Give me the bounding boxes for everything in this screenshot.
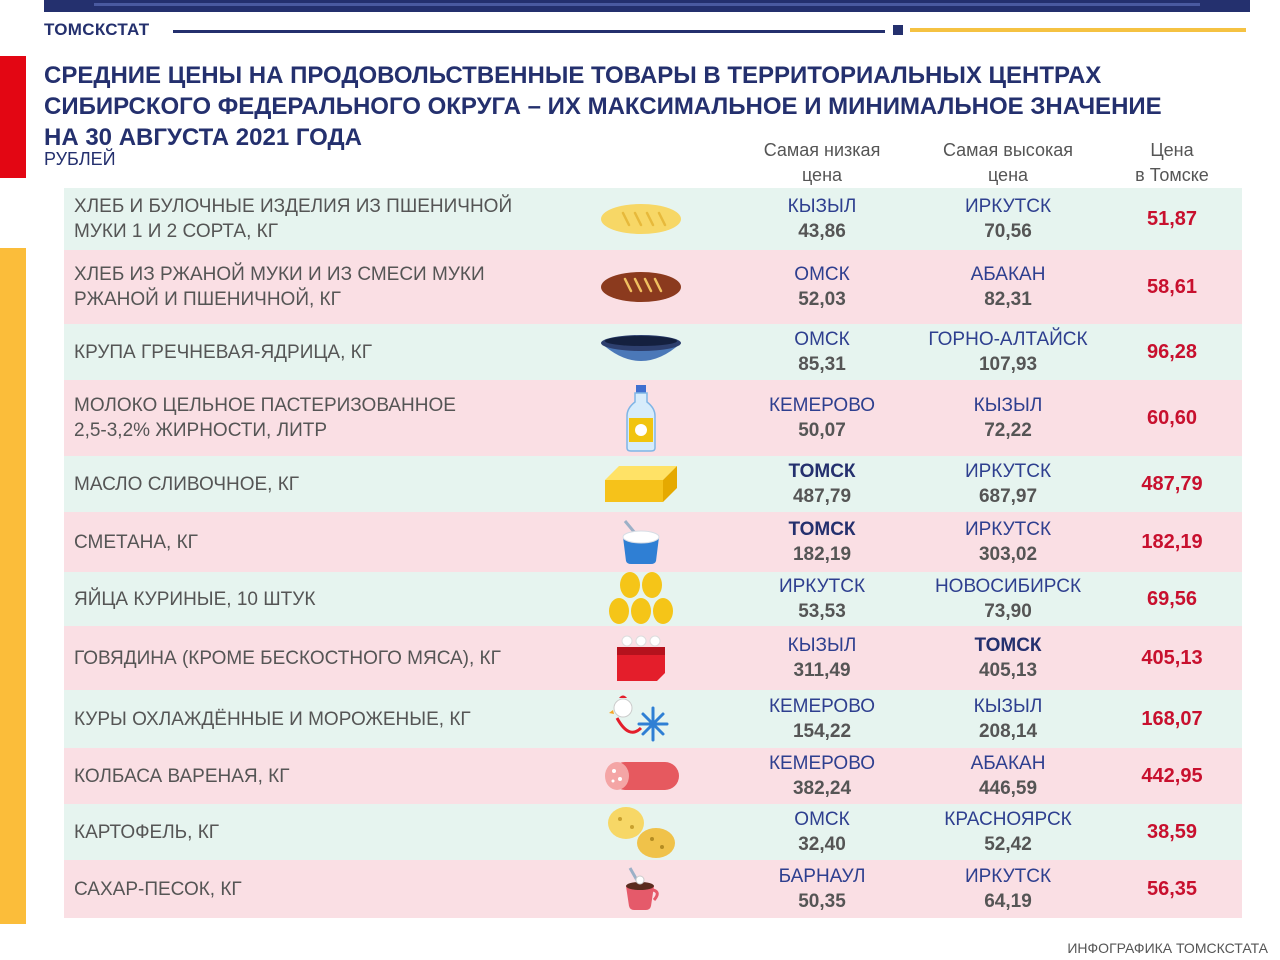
sour-cream-icon	[596, 512, 686, 572]
tomsk-price: 58,61	[1146, 275, 1198, 298]
price-value: 73,90	[984, 601, 1032, 622]
beef-icon	[596, 626, 686, 690]
table-row	[64, 380, 1242, 456]
sausage-icon	[596, 748, 686, 804]
highest-price-cell	[918, 517, 1098, 567]
potato-icon	[596, 804, 686, 860]
product-name-line: КРУПА ГРЕЧНЕВАЯ-ЯДРИЦА, КГ	[74, 341, 373, 363]
product-name-line: ХЛЕБ ИЗ РЖАНОЙ МУКИ И ИЗ СМЕСИ МУКИ	[74, 264, 485, 285]
price-value: 154,22	[792, 721, 852, 742]
milk-bottle-icon	[596, 380, 686, 456]
rye-bread-icon	[596, 250, 686, 324]
price-value: 43,86	[798, 221, 846, 242]
price-value: 50,07	[798, 420, 846, 441]
product-name	[74, 587, 594, 612]
chicken-snowflake-icon	[596, 690, 686, 748]
butter-icon	[596, 456, 686, 512]
column-header-line: цена	[801, 165, 843, 185]
city-name: КЕМЕРОВО	[768, 753, 876, 774]
lowest-price-cell	[742, 864, 902, 914]
highest-price-cell	[918, 694, 1098, 744]
header-rule-blue	[173, 30, 885, 33]
table-row	[64, 512, 1242, 572]
page-title-line: СРЕДНИЕ ЦЕНЫ НА ПРОДОВОЛЬСТВЕННЫЕ ТОВАРЫ В ТЕРРИТОРИАЛЬНЫХ ЦЕНТРАХ	[44, 62, 1102, 89]
price-value: 446,59	[978, 778, 1038, 799]
city-name: КЕМЕРОВО	[768, 395, 876, 416]
top-header-bar	[44, 0, 1250, 12]
yellow-accent-bar	[0, 248, 26, 924]
lowest-price-cell	[742, 694, 902, 744]
footer-credit: ИНФОГРАФИКА ТОМСКСТАТА	[1067, 940, 1268, 956]
city-name: ИРКУТСК	[964, 196, 1052, 217]
highest-price-cell	[918, 327, 1098, 377]
highest-price-cell	[918, 262, 1098, 312]
city-name: АБАКАН	[970, 753, 1046, 774]
brand-label: ТОМСКСТАТ	[44, 20, 150, 39]
tomsk-price: 60,60	[1146, 406, 1198, 429]
column-header-line: Самая высокая	[942, 140, 1074, 160]
price-value: 32,40	[798, 834, 846, 855]
product-name-line: ЯЙЦА КУРИНЫЕ, 10 ШТУК	[74, 588, 316, 610]
product-name-line: ХЛЕБ И БУЛОЧНЫЕ ИЗДЕЛИЯ ИЗ ПШЕНИЧНОЙ	[74, 196, 513, 217]
city-name: ТОМСК	[788, 461, 856, 482]
table-row	[64, 572, 1242, 626]
red-accent-bar	[0, 56, 26, 178]
wheat-bread-icon	[596, 188, 686, 250]
column-header-lowest-price	[742, 138, 902, 188]
product-name-line: МУКИ 1 И 2 СОРТА, КГ	[74, 221, 278, 242]
city-name: ТОМСК	[788, 519, 856, 540]
header-rule-dot	[893, 25, 903, 35]
column-header-line: Цена	[1150, 140, 1194, 160]
city-name: ТОМСК	[974, 635, 1042, 656]
city-name: ИРКУТСК	[964, 461, 1052, 482]
price-value: 487,79	[792, 486, 852, 507]
product-name	[74, 340, 594, 365]
price-value: 72,22	[984, 420, 1032, 441]
highest-price-cell	[918, 633, 1098, 683]
eggs-icon	[596, 572, 686, 626]
price-value: 405,13	[978, 660, 1038, 681]
product-name	[74, 764, 594, 789]
table-row	[64, 748, 1242, 804]
highest-price-cell	[918, 194, 1098, 244]
tomsk-price: 69,56	[1146, 587, 1198, 610]
price-value: 52,42	[984, 834, 1032, 855]
product-name	[74, 262, 594, 312]
highest-price-cell	[918, 864, 1098, 914]
table-row	[64, 188, 1242, 250]
tomsk-price: 51,87	[1146, 207, 1198, 230]
city-name: ОМСК	[794, 809, 850, 830]
price-value: 303,02	[978, 544, 1038, 565]
tomsk-price: 168,07	[1141, 707, 1203, 730]
city-name: БАРНАУЛ	[778, 866, 866, 887]
city-name: НОВОСИБИРСК	[934, 576, 1082, 597]
city-name: АБАКАН	[970, 264, 1046, 285]
highest-price-cell	[918, 751, 1098, 801]
product-name	[74, 530, 594, 555]
lowest-price-cell	[742, 327, 902, 377]
price-value: 50,35	[798, 891, 846, 912]
column-header-highest-price	[918, 138, 1098, 188]
lowest-price-cell	[742, 262, 902, 312]
lowest-price-cell	[742, 633, 902, 683]
product-name-line: КАРТОФЕЛЬ, КГ	[74, 821, 220, 843]
tomsk-price: 38,59	[1146, 820, 1198, 843]
tomsk-price: 442,95	[1141, 764, 1203, 787]
table-row	[64, 250, 1242, 324]
price-value: 52,03	[798, 289, 846, 310]
column-header-line: в Томске	[1135, 165, 1209, 185]
product-name	[74, 194, 594, 244]
top-header-bar-stripe	[94, 3, 1200, 6]
highest-price-cell	[918, 459, 1098, 509]
price-value: 182,19	[792, 544, 852, 565]
city-name: ИРКУТСК	[964, 519, 1052, 540]
lowest-price-cell	[742, 807, 902, 857]
product-name-line: МОЛОКО ЦЕЛЬНОЕ ПАСТЕРИЗОВАННОЕ	[74, 395, 456, 416]
product-name-line: КОЛБАСА ВАРЕНАЯ, КГ	[74, 765, 290, 787]
price-value: 311,49	[793, 660, 851, 681]
product-name-line: КУРЫ ОХЛАЖДЁННЫЕ И МОРОЖЕНЫЕ, КГ	[74, 708, 471, 730]
price-value: 53,53	[798, 601, 846, 622]
city-name: КЫЗЫЛ	[787, 196, 857, 217]
city-name: КЫЗЫЛ	[973, 696, 1043, 717]
tomsk-price: 182,19	[1141, 530, 1203, 553]
product-name	[74, 393, 594, 443]
city-name: ОМСК	[794, 264, 850, 285]
product-name-line: СМЕТАНА, КГ	[74, 531, 198, 553]
lowest-price-cell	[742, 517, 902, 567]
product-name-line: ГОВЯДИНА (КРОМЕ БЕСКОСТНОГО МЯСА), КГ	[74, 647, 501, 669]
highest-price-cell	[918, 574, 1098, 624]
city-name: КРАСНОЯРСК	[944, 809, 1072, 830]
price-value: 64,19	[984, 891, 1032, 912]
table-row	[64, 804, 1242, 860]
lowest-price-cell	[742, 751, 902, 801]
product-name-line: РЖАНОЙ И ПШЕНИЧНОЙ, КГ	[74, 289, 341, 310]
page-title-line: НА 30 АВГУСТА 2021 ГОДА	[44, 124, 362, 151]
product-name-line: 2,5-3,2% ЖИРНОСТИ, ЛИТР	[74, 420, 328, 441]
page-title-line: СИБИРСКОГО ФЕДЕРАЛЬНОГО ОКРУГА – ИХ МАКСИМАЛЬНОЕ И МИНИМАЛЬНОЕ ЗНАЧЕНИЕ	[44, 93, 1162, 120]
city-name: ИРКУТСК	[778, 576, 866, 597]
tomsk-price: 56,35	[1146, 877, 1198, 900]
lowest-price-cell	[742, 574, 902, 624]
product-name	[74, 646, 594, 671]
highest-price-cell	[918, 807, 1098, 857]
highest-price-cell	[918, 393, 1098, 443]
city-name: ИРКУТСК	[964, 866, 1052, 887]
column-header-tomsk-price	[1112, 138, 1232, 188]
city-name: КЕМЕРОВО	[768, 696, 876, 717]
sugar-cup-icon	[596, 860, 686, 918]
buckwheat-bowl-icon	[596, 324, 686, 380]
city-name: КЫЗЫЛ	[787, 635, 857, 656]
product-name-line: МАСЛО СЛИВОЧНОЕ, КГ	[74, 473, 300, 495]
column-header-line: Самая низкая	[763, 140, 881, 160]
tomsk-price: 405,13	[1141, 646, 1203, 669]
lowest-price-cell	[742, 393, 902, 443]
header-rule-yellow	[910, 28, 1246, 32]
lowest-price-cell	[742, 459, 902, 509]
product-name	[74, 707, 594, 732]
price-value: 107,93	[978, 354, 1038, 375]
product-name-line: САХАР-ПЕСОК, КГ	[74, 878, 242, 900]
product-name	[74, 820, 594, 845]
price-value: 687,97	[978, 486, 1038, 507]
price-value: 70,56	[984, 221, 1032, 242]
price-value: 382,24	[792, 778, 852, 799]
table-row	[64, 626, 1242, 690]
product-name	[74, 472, 594, 497]
city-name: ОМСК	[794, 329, 850, 350]
price-value: 208,14	[978, 721, 1038, 742]
price-value: 82,31	[984, 289, 1032, 310]
city-name: КЫЗЫЛ	[973, 395, 1043, 416]
table-row	[64, 456, 1242, 512]
table-row	[64, 860, 1242, 918]
table-row	[64, 690, 1242, 748]
city-name: ГОРНО-АЛТАЙСК	[928, 329, 1088, 350]
product-name	[74, 877, 594, 902]
units-label: РУБЛЕЙ	[44, 149, 116, 169]
price-table	[64, 188, 1242, 918]
table-row	[64, 324, 1242, 380]
tomsk-price: 96,28	[1146, 340, 1198, 363]
price-value: 85,31	[798, 354, 846, 375]
lowest-price-cell	[742, 194, 902, 244]
tomsk-price: 487,79	[1141, 472, 1203, 495]
column-header-line: цена	[987, 165, 1029, 185]
